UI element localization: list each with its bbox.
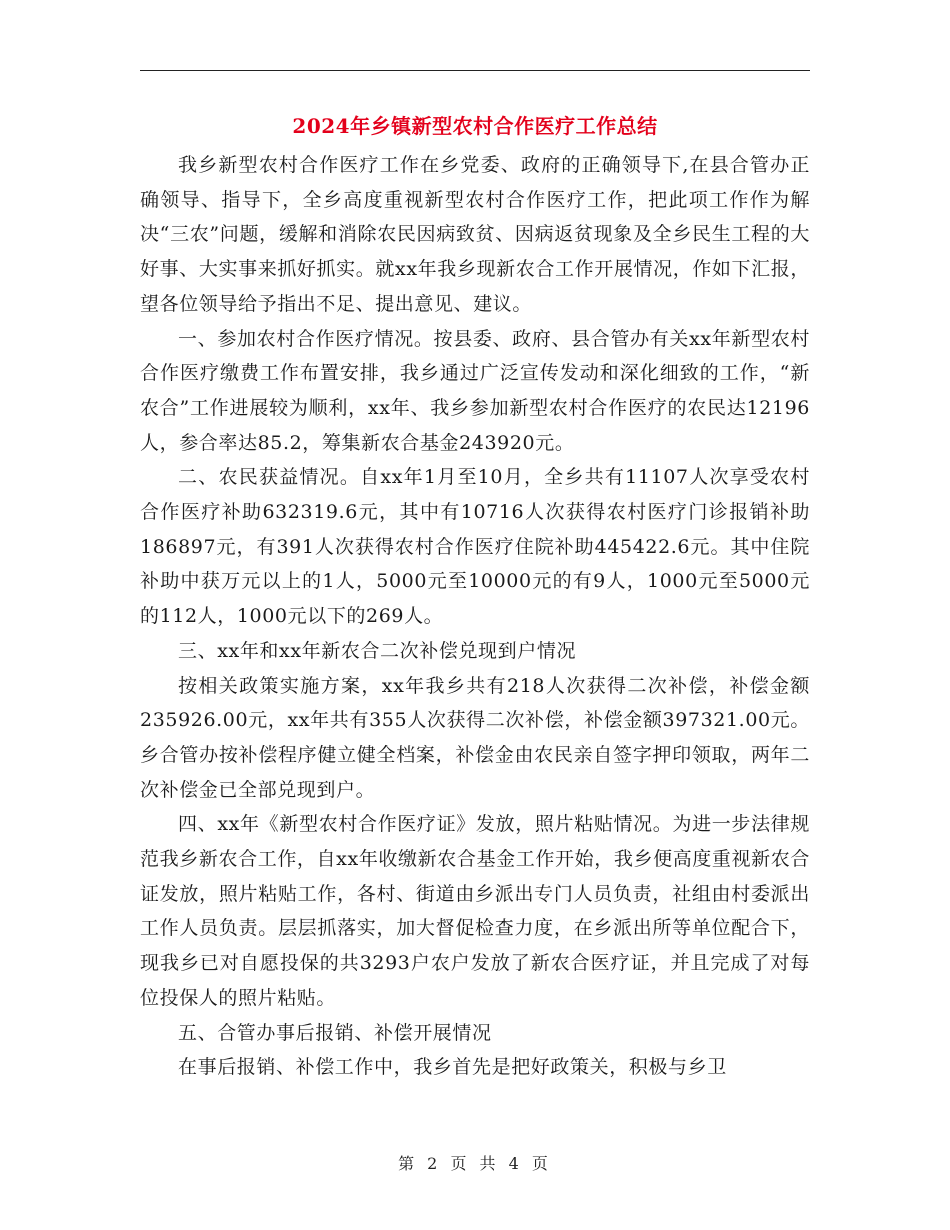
header-rule [140,70,810,71]
section-5-heading: 五、合管办事后报销、补偿开展情况 [178,1021,492,1044]
paragraph-section-3: 按相关政策实施方案，xx年我乡共有218人次获得二次补偿，补偿金额235926.00元，xx年共有355人次获得二次补偿，补偿金额397321.00元。乡合管办按补偿程序健立健全档案，补偿金由农民亲自签字押印领取，两年二次补偿金已全部兑现到户。 [140,674,810,801]
paragraph-intro: 我乡新型农村合作医疗工作在乡党委、政府的正确领导下,在县合管办正确领导、指导下，全乡高度重视新型农村合作医疗工作，把此项工作作为解决“三农”问题，缓解和消除农民因病致贫、因病返贫现象及全乡民生工程的大好事、大实事来抓好抓实。就xx年我乡现新农合工作开展情况，作如下汇报，望各位领导给予指出不足、提出意见、建议。 [140,154,810,315]
page-number: 第 2 页 共 4 页 [398,1154,552,1173]
paragraph-section-4: 四、xx年《新型农村合作医疗证》发放，照片粘贴情况。为进一步法律规范我乡新农合工作，自xx年收缴新农合基金工作开始，我乡便高度重视新农合证发放，照片粘贴工作，各村、街道由乡派出专门人员负责，社组由村委派出工作人员负责。层层抓落实，加大督促检查力度，在乡派出所等单位配合下，现我乡已对自愿投保的共3293户农户发放了新农合医疗证，并且完成了对每位投保人的照片粘贴。 [140,813,810,1009]
paragraph-section-1: 一、参加农村合作医疗情况。按县委、政府、县合管办有关xx年新型农村合作医疗缴费工作布置安排，我乡通过广泛宣传发动和深化细致的工作，“新农合”工作进展较为顺利，xx年、我乡参加新型农村合作医疗的农民达12196人，参合率达85.2，筹集新农合基金243920元。 [140,327,810,454]
document-body [140,148,810,1085]
paragraph-section-2: 二、农民获益情况。自xx年1月至10月，全乡共有11107人次享受农村合作医疗补助632319.6元，其中有10716人次获得农村医疗门诊报销补助186897元，有391人次获得农村合作医疗住院补助445422.6元。其中住院补助中获万元以上的1人，5000元至10000元的有9人，1000元至5000元的112人，1000元以下的269人。 [140,466,810,628]
paragraph-section-5: 在事后报销、补偿工作中，我乡首先是把好政策关，积极与乡卫 [178,1056,727,1079]
section-3-heading: 三、xx年和xx年新农合二次补偿兑现到户情况 [178,639,577,662]
document-title: 2024年乡镇新型农村合作医疗工作总结 [292,114,658,138]
